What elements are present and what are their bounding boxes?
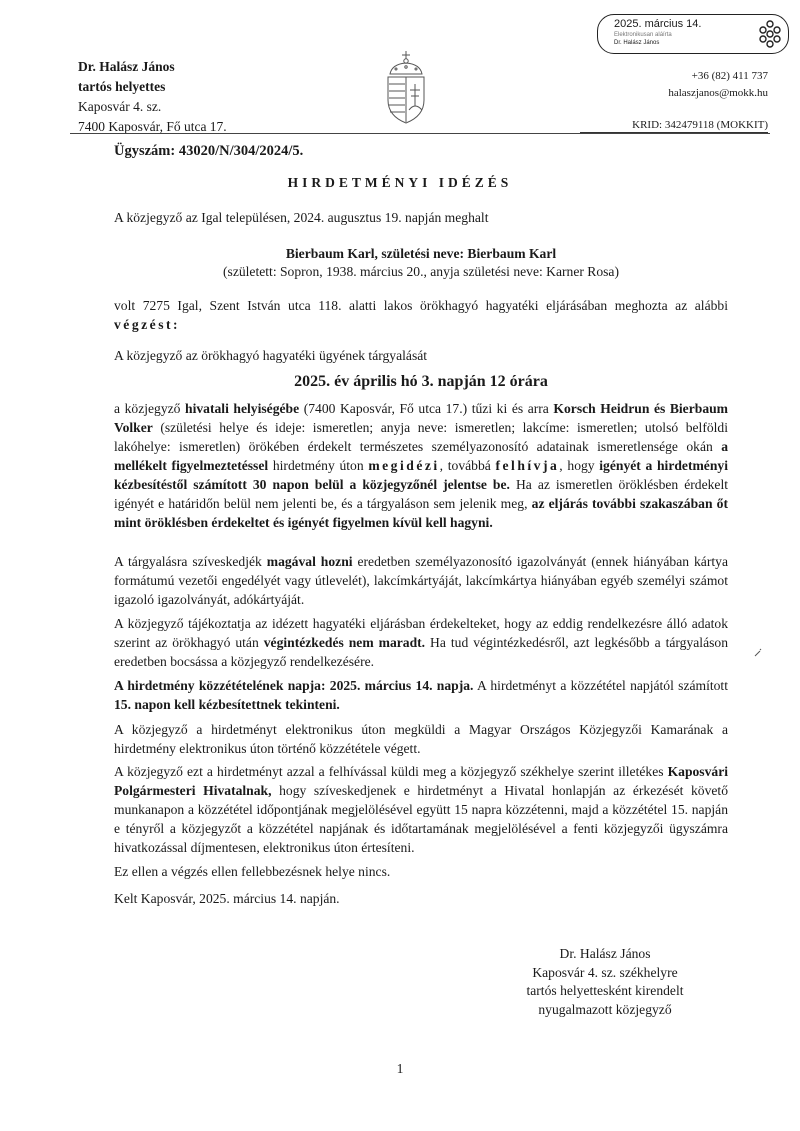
page-number: 1 [396,1061,404,1076]
hearing-date: 2025. év április hó 3. napján 12 órára [294,373,548,390]
email-address: halaszjanos@mokk.hu [668,87,768,99]
stamp-signed-note: Elektronikusan aláírta [614,32,672,38]
contact-block [668,68,768,102]
coat-of-arms-icon [382,50,430,126]
signature-block [490,945,720,1019]
phone-number: +36 (82) 411 737 [691,70,768,82]
paragraph-no-appeal: Ez ellen a végzés ellen fellebbezésnek helye nincs. [114,864,391,879]
sender-address: 7400 Kaposvár, Fő utca 17. [78,119,227,134]
stamp-date: 2025. március 14. [614,18,702,30]
chamber-logo-icon [756,19,784,49]
paragraph-summons: a közjegyző hivatali helyiségébe (7400 Kaposvár, Fő utca 17.) tűzi ki és arra Korsch Heidrun és Bierbaum Volker (születési helye és ideje: ismeretlen; anyja neve: ismeretlen; lakcíme: ismeretlen; utolsó belföldi lakóhelye: ismeretlen) örökében érdekelt természetes személyazonosító adatainak ismeretlensége okán a mellékelt figyelmeztetéssel hirdetmény úton megidézi, továbbá felhívja, hogy igényét a hirdetményi kézbesítéstől számított 30 napon belül a közjegyzőnél jelentse be. Ha az ismeretlen öröklésben érdekelt igényét e határidőn belül nem jelenti be, és a tárgyaláson sem jelenik meg, az eljárás további szakaszában őt mint öröklésben érdekeltet és igényét figyelmen kívül kell hagyni. [114,401,728,530]
pen-mark-icon [753,648,763,658]
intro-paragraph: A közjegyző az Igal településen, 2024. augusztus 19. napján meghalt [114,210,489,225]
case-number: Ügyszám: 43020/N/304/2024/5. [114,143,304,159]
krid-id: KRID: 342479118 (MOKKIT) [580,119,768,133]
sender-office: Kaposvár 4. sz. [78,99,162,114]
paragraph-documents: A tárgyalásra szíveskedjék magával hozni eredetben személyazonosító igazolványát (ennek hiányában kártya formátumú vezetői engedélyét vagy útlevelét), lakcímkártyáját, lakcímkártya hiányában egyéb személyi számot igazoló igazolványát, adókártyáját. [114,554,728,607]
signature-line-2: Kaposvár 4. sz. székhelyre [532,964,678,980]
paragraph-chamber-notice: A közjegyző a hirdetményt elektronikus úton megküldi a Magyar Országos Közjegyzői Kamarának a hirdetmény elektronikus úton történő közzététele végett. [114,722,728,756]
stamp-signer: Dr. Halász János [614,40,660,46]
deceased-birth-details: (született: Sopron, 1938. március 20., anyja születési neve: Karner Rosa) [223,264,619,279]
sender-role: tartós helyettes [78,79,166,94]
signature-line-3: tartós helyettesként kirendelt [526,983,684,998]
signature-line-4: nyugalmazott közjegyző [538,1001,672,1017]
electronic-signature-stamp [597,14,789,54]
paragraph-publication-date: A hirdetmény közzétételének napja: 2025. március 14. napja. A hirdetményt a közzététel napjától számított 15. napon kell kézbesítettnek tekinteni. [114,678,728,712]
signature-name: Dr. Halász János [559,946,651,961]
header-divider [70,133,770,134]
sender-name: Dr. Halász János [78,59,175,74]
sender-block [78,57,227,137]
paragraph-decision-intro: volt 7275 Igal, Szent István utca 118. alatti lakos örökhagyó hagyatéki eljárásában meghozta az alábbi végzést: [114,298,728,332]
paragraph-hearing-intro: A közjegyző az örökhagyó hagyatéki ügyének tárgyalását [114,348,428,363]
paragraph-will-info: A közjegyző tájékoztatja az idézett hagyatéki eljárásban érdekelteket, hogy az eddig rendelkezésre álló adatok szerint az örökhagyó után végintézkedés nem maradt. Ha tud végintézkedésről, azt legkésőbb a tárgyaláson eredetben bocsássa a közjegyző rendelkezésére. [114,616,728,669]
deceased-name: Bierbaum Karl, születési neve: Bierbaum Karl [285,246,557,261]
paragraph-date-place: Kelt Kaposvár, 2025. március 14. napján. [114,891,340,906]
document-title: HIRDETMÉNYI IDÉZÉS [287,175,513,190]
paragraph-municipality-notice: A közjegyző ezt a hirdetményt azzal a felhívással küldi meg a közjegyző székhelye szerint illetékes Kaposvári Polgármesteri Hivatalnak, hogy szíveskedjenek e hirdetményt a Hivatal honlapján az érkezését követő munkanapon a közzététel időpontjának megjelölésével együtt 15 napra közzétenni, majd a közzététel 15. napján e tényről a közjegyzőt a közzététel napjának és időtartamának megjelölésével a fenti közjegyzői ügyszámra hivatkozással díjmentesen, elektronikus úton értesíteni. [114,764,728,855]
